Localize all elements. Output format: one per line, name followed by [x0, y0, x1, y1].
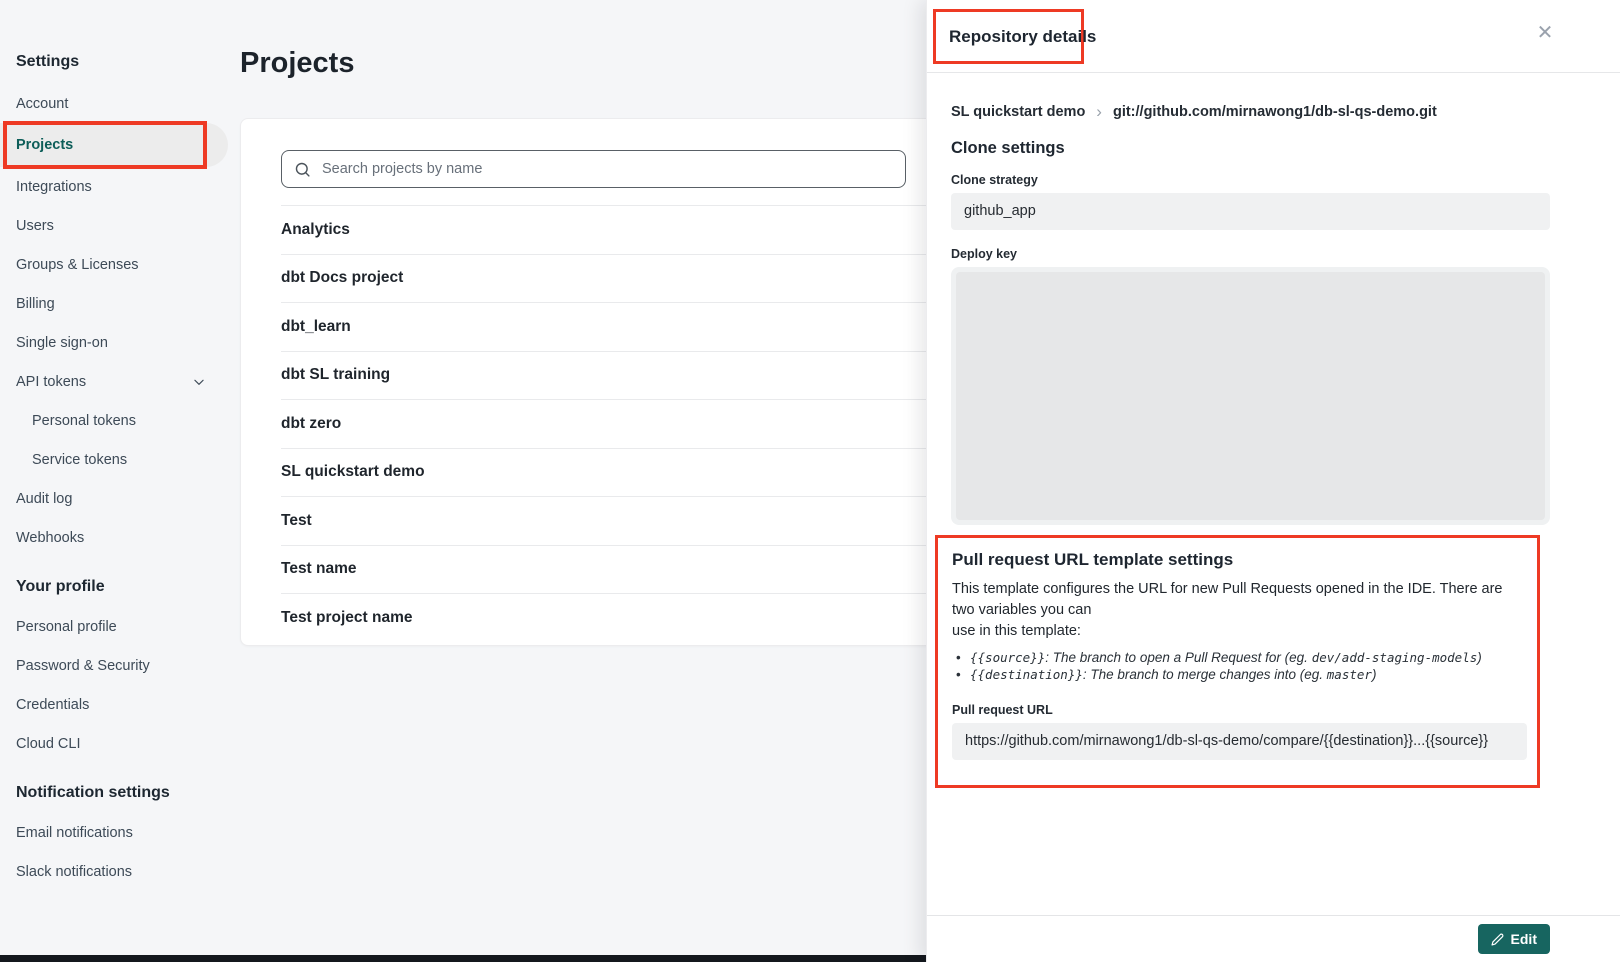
panel-body	[927, 104, 1620, 788]
sidebar-item-groups-licenses[interactable]	[0, 245, 240, 284]
sidebar-heading-settings: Settings	[16, 53, 80, 70]
sidebar-heading-your-profile: Your profile	[16, 578, 105, 595]
chevron-right-icon: ›	[1096, 102, 1102, 121]
sidebar-item-label: Password & Security	[16, 657, 150, 674]
sidebar-item-audit-log[interactable]	[0, 479, 240, 518]
sidebar-item-label: Billing	[16, 295, 55, 312]
bottom-bar	[0, 955, 926, 962]
sidebar-item-cloud-cli[interactable]	[0, 724, 240, 763]
pencil-icon	[1491, 933, 1504, 946]
sidebar-item-email-notifications[interactable]	[0, 813, 240, 852]
panel-header	[927, 0, 1620, 73]
sidebar-item-label: Groups & Licenses	[16, 256, 139, 273]
search-input[interactable]	[320, 160, 893, 178]
project-name: dbt SL training	[281, 366, 391, 384]
search-icon	[294, 161, 311, 178]
breadcrumb	[951, 104, 1550, 120]
settings-sidebar	[0, 0, 240, 962]
project-name: dbt_learn	[281, 317, 351, 335]
sidebar-item-label: Projects	[16, 137, 74, 153]
panel-title: Repository details	[949, 26, 1097, 46]
annotation-box-title	[933, 9, 1097, 64]
sidebar-item-password-security[interactable]	[0, 646, 240, 685]
deploy-key-field	[951, 267, 1550, 525]
project-name: SL quickstart demo	[281, 463, 425, 481]
sidebar-item-label: Audit log	[16, 490, 73, 507]
sidebar-item-single-sign-on[interactable]	[0, 323, 240, 362]
pr-bullet-source	[952, 649, 1527, 666]
project-name: dbt Docs project	[281, 269, 404, 287]
sidebar-item-label: Single sign-on	[16, 334, 108, 351]
sidebar-item-label: Email notifications	[16, 824, 133, 841]
source-variable-code: {{source}}	[970, 650, 1046, 665]
clone-strategy-label: Clone strategy	[951, 173, 1038, 187]
sidebar-item-label: Account	[16, 95, 69, 112]
pr-description-line2: use in this template:	[952, 623, 1081, 639]
sidebar-item-account[interactable]	[0, 84, 240, 123]
sidebar-item-webhooks[interactable]	[0, 518, 240, 557]
repository-details-panel	[926, 0, 1620, 962]
panel-footer	[927, 915, 1620, 962]
destination-variable-text: : The branch to merge changes into (eg.	[1082, 667, 1327, 682]
sidebar-item-personal-tokens[interactable]	[0, 401, 240, 440]
source-variable-example: dev/add-staging-models	[1311, 650, 1478, 665]
sidebar-item-label: API tokens	[16, 373, 87, 390]
sidebar-item-personal-profile[interactable]	[0, 607, 240, 646]
sidebar-item-credentials[interactable]	[0, 685, 240, 724]
pr-variable-list	[952, 649, 1527, 683]
sidebar-item-billing[interactable]	[0, 284, 240, 323]
edit-button-label: Edit	[1510, 931, 1537, 947]
sidebar-item-label: Personal tokens	[32, 412, 136, 429]
close-icon[interactable]: ✕	[1532, 20, 1558, 46]
sidebar-item-api-tokens[interactable]	[0, 362, 240, 401]
sidebar-item-label: Users	[16, 217, 54, 234]
sidebar-item-projects[interactable]	[0, 123, 240, 167]
pr-bullet-destination	[952, 666, 1527, 683]
sidebar-item-label: Personal profile	[16, 618, 117, 635]
sidebar-item-service-tokens[interactable]	[0, 440, 240, 479]
pull-request-url-label: Pull request URL	[952, 703, 1053, 717]
project-search	[281, 150, 906, 188]
destination-variable-code: {{destination}}	[970, 667, 1083, 682]
page-title: Projects	[240, 47, 355, 79]
project-name: Test name	[281, 560, 357, 578]
deploy-key-label: Deploy key	[951, 247, 1018, 261]
chevron-down-icon[interactable]	[192, 375, 206, 389]
pr-settings-heading: Pull request URL template settings	[952, 550, 1234, 569]
sidebar-item-users[interactable]	[0, 206, 240, 245]
project-name: Analytics	[281, 220, 350, 238]
breadcrumb-project[interactable]: SL quickstart demo	[951, 104, 1086, 120]
source-variable-suffix: )	[1477, 650, 1482, 665]
sidebar-item-label: Slack notifications	[16, 863, 133, 880]
project-name: Test	[281, 511, 312, 529]
selected-pill	[0, 123, 228, 167]
sidebar-item-label: Cloud CLI	[16, 735, 81, 752]
source-variable-text: : The branch to open a Pull Request for (eg.	[1045, 650, 1312, 665]
destination-variable-example: master	[1326, 667, 1372, 682]
pr-description	[952, 579, 1527, 642]
sidebar-heading-notification-settings: Notification settings	[16, 784, 170, 801]
clone-settings-heading: Clone settings	[951, 139, 1065, 157]
sidebar-item-label: Webhooks	[16, 529, 85, 546]
sidebar-item-label: Service tokens	[32, 451, 128, 468]
pr-description-line1: This template configures the URL for new Pull Requests opened in the IDE. There are two variables you can	[952, 581, 1503, 618]
deploy-key-redacted-value	[956, 272, 1545, 520]
pr-template-section	[935, 535, 1540, 788]
sidebar-item-label: Credentials	[16, 696, 90, 713]
sidebar-item-integrations[interactable]	[0, 167, 240, 206]
sidebar-item-label: Integrations	[16, 178, 92, 195]
breadcrumb-repo-url: git://github.com/mirnawong1/db-sl-qs-demo.git	[1112, 104, 1437, 120]
project-name: Test project name	[281, 608, 413, 626]
edit-button[interactable]	[1478, 924, 1550, 954]
project-name: dbt zero	[281, 414, 342, 432]
destination-variable-suffix: )	[1371, 667, 1377, 682]
pull-request-url-value: https://github.com/mirnawong1/db-sl-qs-demo/compare/{{destination}}...{{source}}	[952, 723, 1527, 760]
clone-strategy-value: github_app	[951, 193, 1550, 230]
sidebar-item-slack-notifications[interactable]	[0, 852, 240, 891]
